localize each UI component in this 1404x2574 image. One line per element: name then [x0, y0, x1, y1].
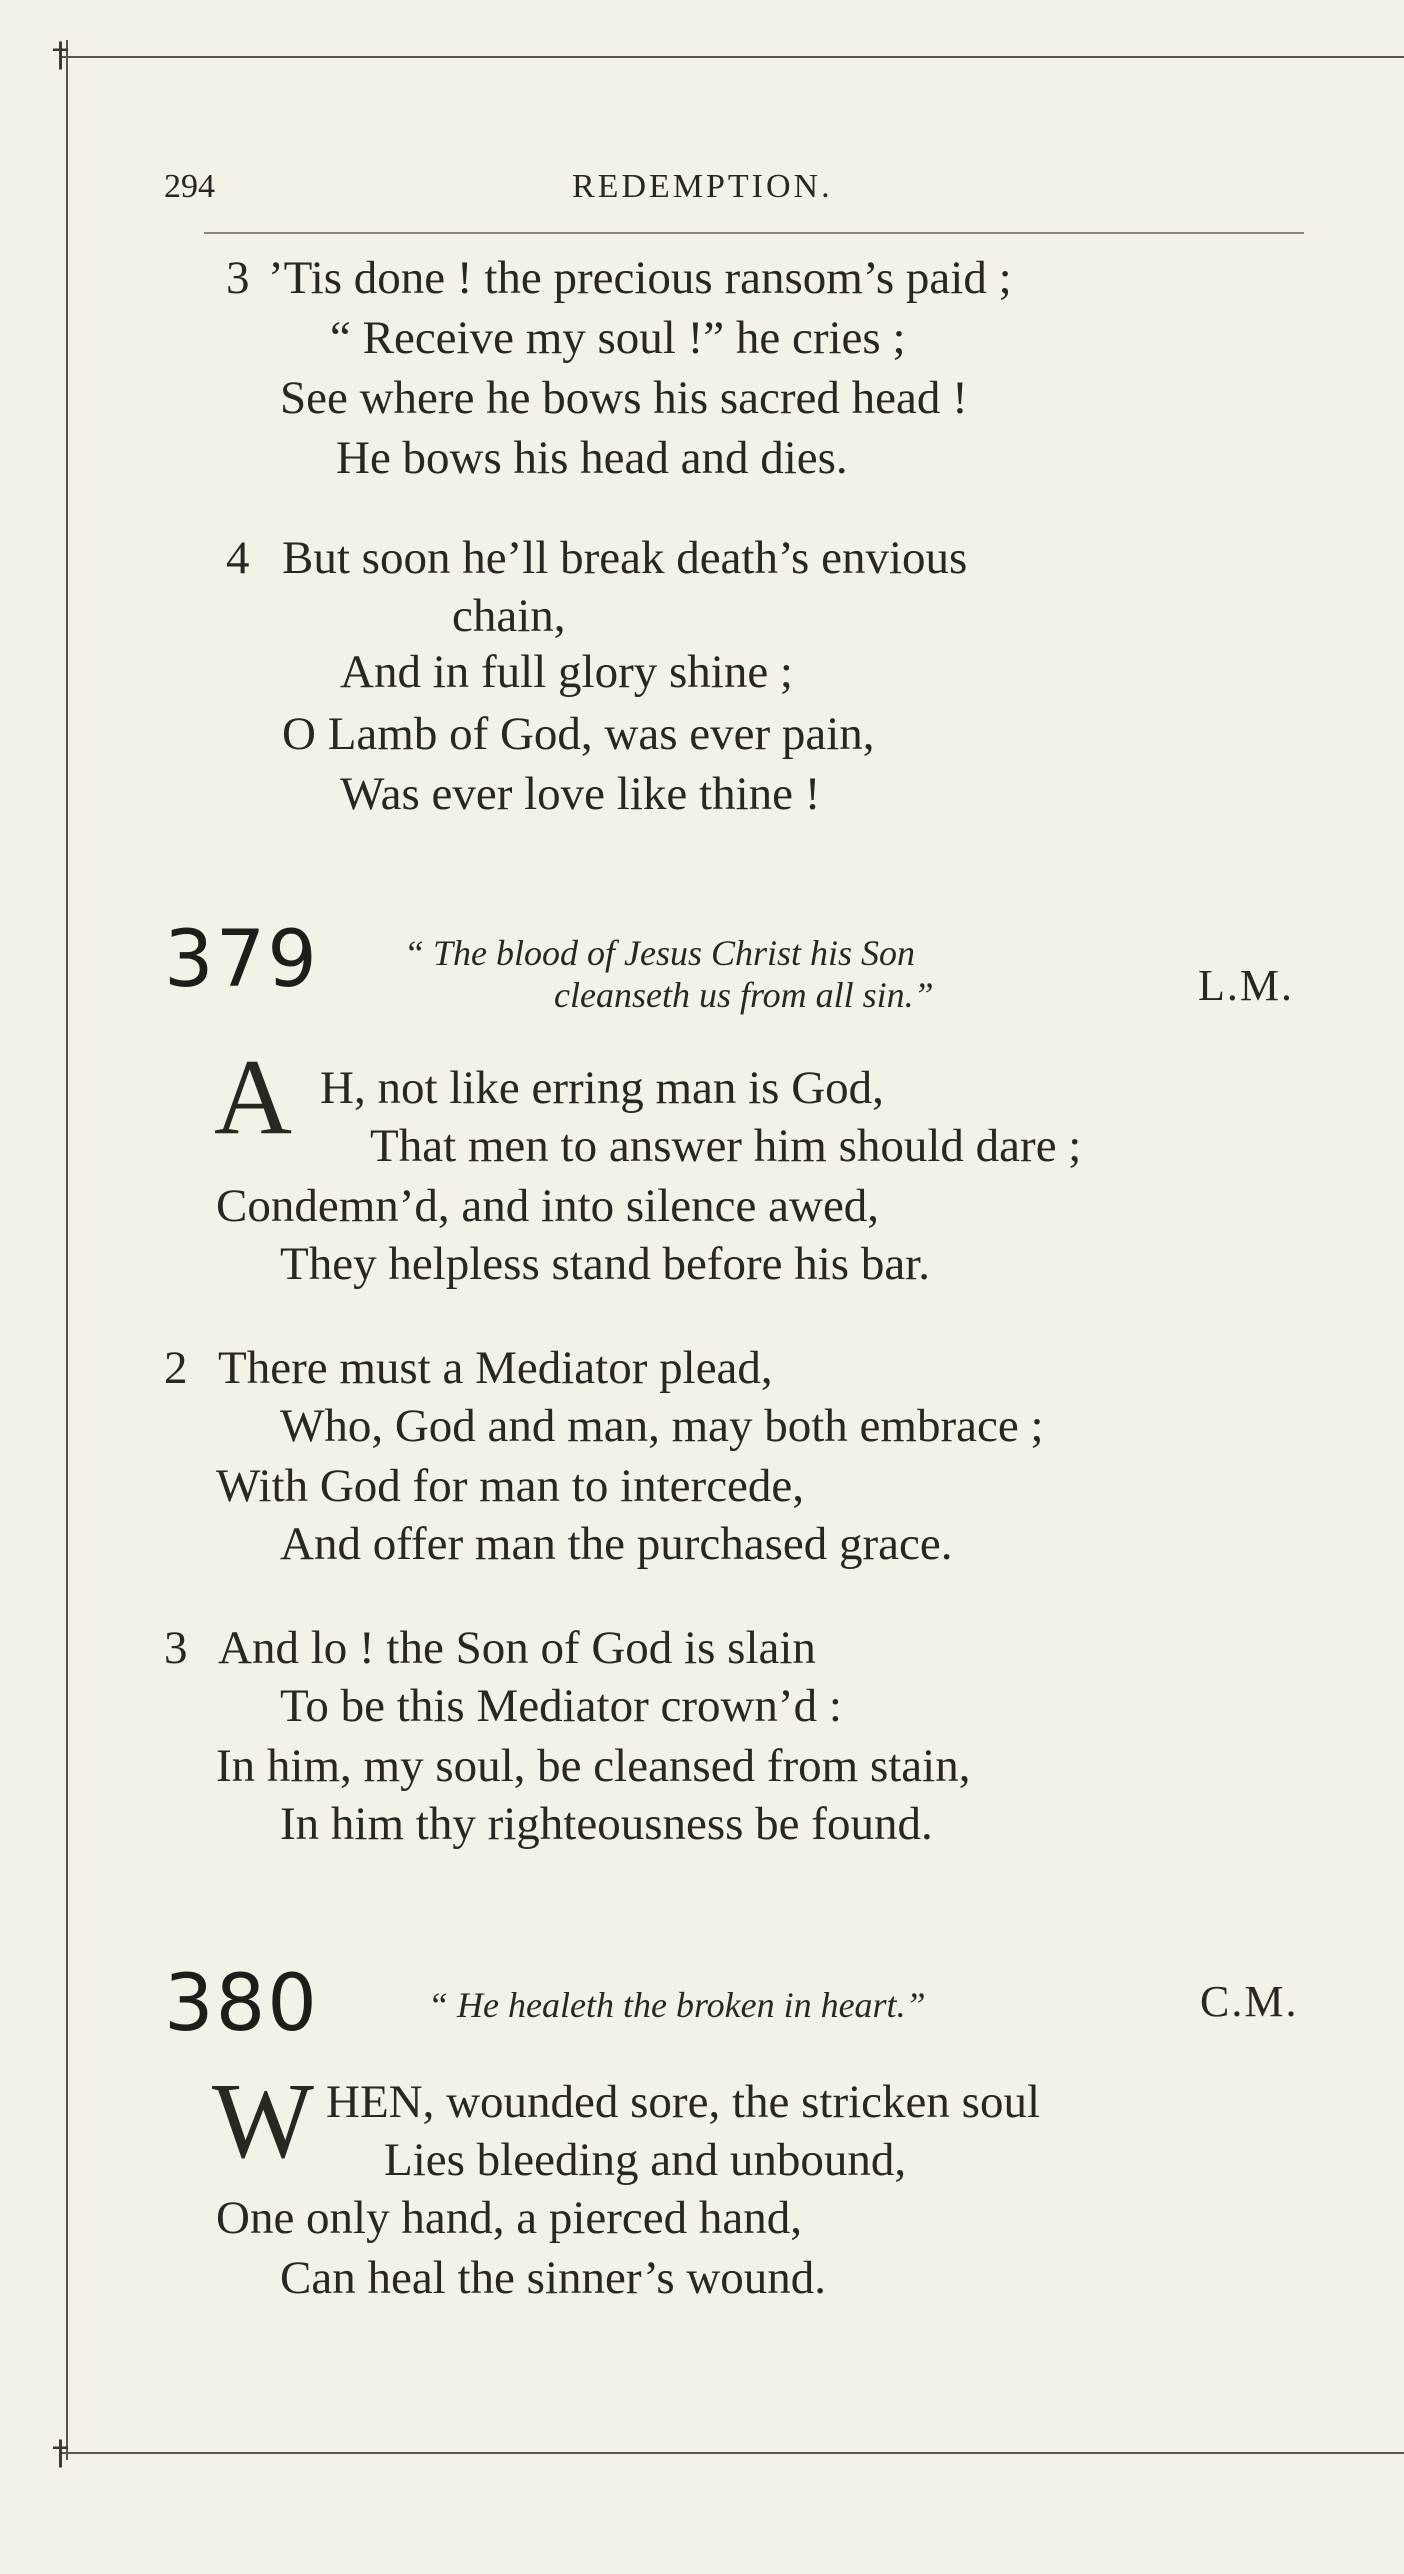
verse-line: There must a Mediator plead,: [218, 1342, 773, 1394]
crop-mark-top: [60, 56, 1404, 58]
verse-line: O Lamb of God, was ever pain,: [282, 708, 875, 760]
drop-cap: A: [214, 1038, 292, 1157]
verse-line: ’Tis done ! the precious ransom’s paid ;: [268, 252, 1012, 304]
verse-line: In him thy righteousness be found.: [280, 1798, 933, 1850]
verse-line: chain,: [452, 590, 566, 642]
drop-cap: W: [212, 2062, 314, 2181]
verse-line: Was ever love like thine !: [340, 768, 821, 820]
crop-mark-left: [66, 40, 68, 2460]
verse-number: 4: [226, 532, 250, 584]
verse-number: 3: [164, 1622, 188, 1674]
registration-cross-icon: †: [52, 2433, 69, 2473]
verse-line: They helpless stand before his bar.: [280, 1238, 930, 1290]
verse-line: One only hand, a pierced hand,: [216, 2192, 802, 2244]
verse-line: And offer man the purchased grace.: [280, 1518, 953, 1570]
header-rule: [204, 232, 1304, 234]
verse-line: Can heal the sinner’s wound.: [280, 2252, 827, 2304]
verse-line: H, not like erring man is God,: [320, 1062, 884, 1114]
hymn-meter: L.M.: [1198, 961, 1294, 1010]
verse-line: “ Receive my soul !” he cries ;: [330, 312, 906, 364]
hymn-epigraph: cleanseth us from all sin.”: [554, 975, 934, 1015]
verse-line: Lies bleeding and unbound,: [384, 2134, 907, 2186]
verse-line: That men to answer him should dare ;: [370, 1120, 1082, 1172]
verse-number: 3: [226, 252, 250, 304]
verse-line: But soon he’ll break death’s envious: [282, 532, 968, 584]
running-title: REDEMPTION.: [572, 168, 833, 205]
page-number: 294: [164, 168, 215, 205]
page-header: [164, 168, 1304, 216]
hymn-meter: C.M.: [1200, 1977, 1299, 2026]
registration-cross-icon: †: [52, 35, 69, 75]
hymn-number: 379: [164, 915, 319, 1005]
hymn-number: 380: [164, 1959, 319, 2049]
verse-line: To be this Mediator crown’d :: [280, 1680, 842, 1732]
verse-line: With God for man to intercede,: [216, 1460, 805, 1512]
verse-line: He bows his head and dies.: [336, 432, 848, 484]
verse-line: HEN, wounded sore, the stricken soul: [326, 2076, 1040, 2128]
verse-line: In him, my soul, be cleansed from stain,: [216, 1740, 971, 1792]
verse-line: See where he bows his sacred head !: [280, 372, 968, 424]
hymn-epigraph: “ He healeth the broken in heart.”: [428, 1985, 926, 2025]
verse-line: Condemn’d, and into silence awed,: [216, 1180, 880, 1232]
crop-mark-bottom: [60, 2452, 1404, 2454]
verse-line: And lo ! the Son of God is slain: [218, 1622, 816, 1674]
verse-line: And in full glory shine ;: [340, 646, 793, 698]
verse-number: 2: [164, 1342, 188, 1394]
hymn-epigraph: “ The blood of Jesus Christ his Son: [404, 933, 916, 973]
verse-line: Who, God and man, may both embrace ;: [280, 1400, 1044, 1452]
